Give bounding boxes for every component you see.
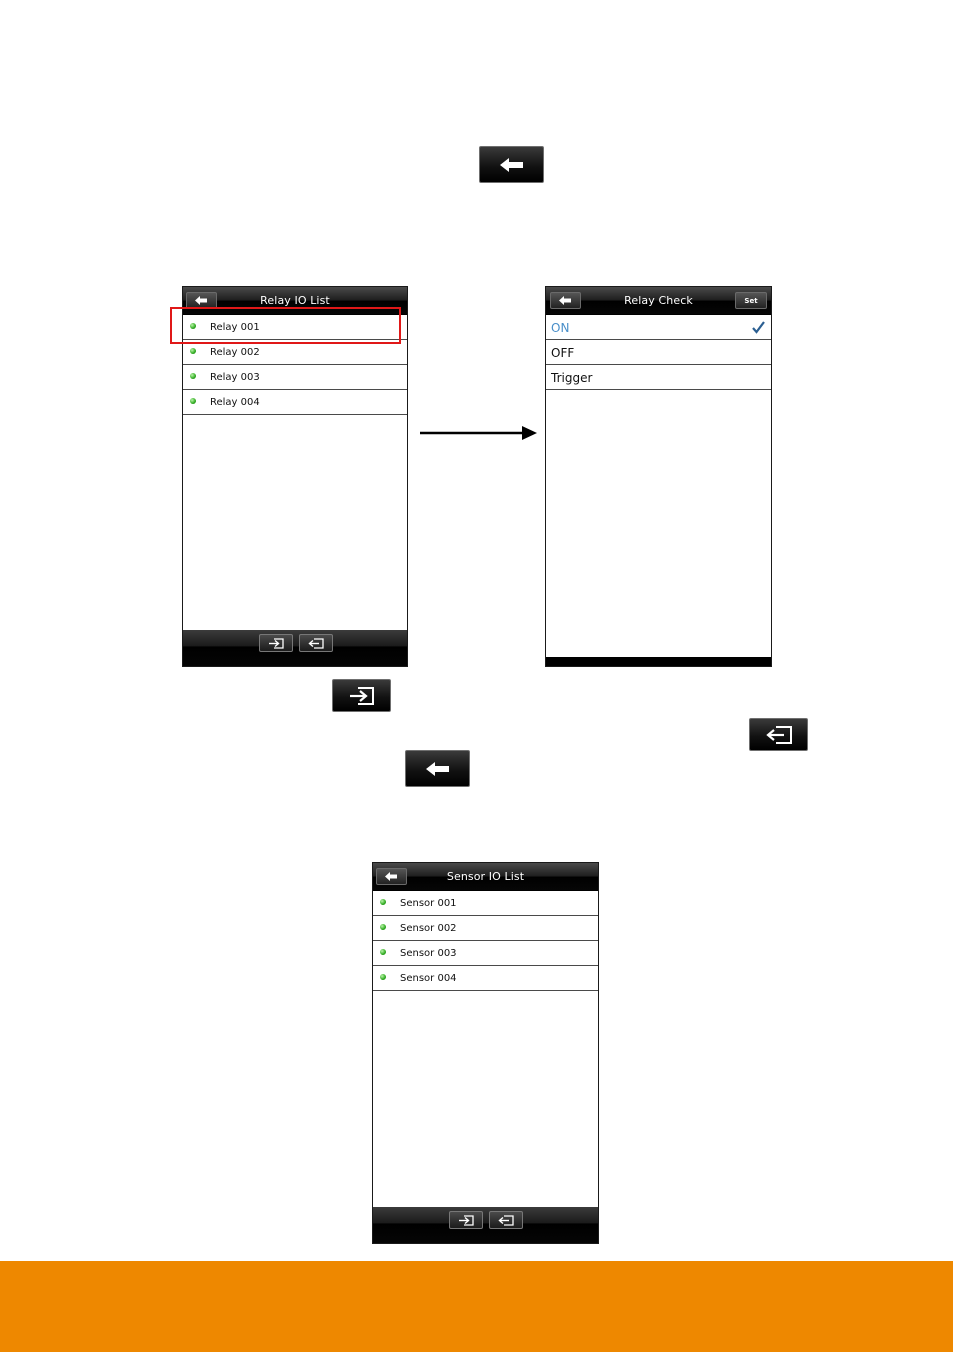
sensor-io-list-screen [372,862,599,1244]
page-footer-band [0,1261,953,1352]
green-dot-icon [190,398,196,404]
option-label: ON [551,321,570,335]
title-bar [546,287,771,315]
title-bar [373,863,598,891]
login-icon [348,686,376,706]
enter-button[interactable] [449,1211,483,1229]
arrow-left-icon [499,157,525,173]
list-item-label: Relay 001 [210,322,260,333]
list-item-relay-004[interactable] [183,390,407,415]
arrow-right-icon [419,424,539,442]
back-button-illustration-2 [405,750,470,787]
set-button[interactable]: Set [735,292,767,309]
green-dot-icon [380,949,386,955]
list-item-label: Relay 002 [210,347,260,358]
list-item-sensor-004[interactable] [373,966,598,991]
relay-check-screen [545,286,772,667]
option-on[interactable] [546,315,771,340]
logout-icon [765,725,793,745]
list-item-label: Sensor 003 [400,948,457,959]
arrow-left-icon [425,761,451,777]
exit-button[interactable] [489,1211,523,1229]
list-item-label: Sensor 002 [400,923,457,934]
logout-icon [498,1215,514,1226]
list-item-sensor-001[interactable] [373,891,598,916]
list-item-label: Sensor 004 [400,973,457,984]
logout-icon [308,638,324,649]
enter-button[interactable] [259,634,293,652]
option-label: Trigger [551,371,593,385]
list-item-sensor-002[interactable] [373,916,598,941]
screen-title: Sensor IO List [446,870,525,883]
green-dot-icon [190,348,196,354]
exit-button[interactable] [299,634,333,652]
screen-title: Relay Check [624,294,693,307]
exit-button-illustration [749,718,808,751]
selection-highlight [170,307,401,344]
enter-button-illustration [332,679,391,712]
green-dot-icon [380,924,386,930]
bottom-bar [546,657,771,666]
option-off[interactable] [546,340,771,365]
bottom-toolbar [183,630,407,666]
back-button-illustration [479,146,544,183]
list-item-sensor-003[interactable] [373,941,598,966]
list-item-label: Relay 003 [210,372,260,383]
option-label: OFF [551,346,575,360]
login-icon [268,638,284,649]
green-dot-icon [380,974,386,980]
green-dot-icon [190,373,196,379]
list-item-label: Relay 004 [210,397,260,408]
list-item-label: Sensor 001 [400,898,457,909]
option-trigger[interactable] [546,365,771,390]
screen-title: Relay IO List [260,294,330,307]
green-dot-icon [380,899,386,905]
checkmark-icon [752,321,765,334]
login-icon [458,1215,474,1226]
bottom-toolbar [373,1207,598,1243]
list-item-relay-003[interactable] [183,365,407,390]
